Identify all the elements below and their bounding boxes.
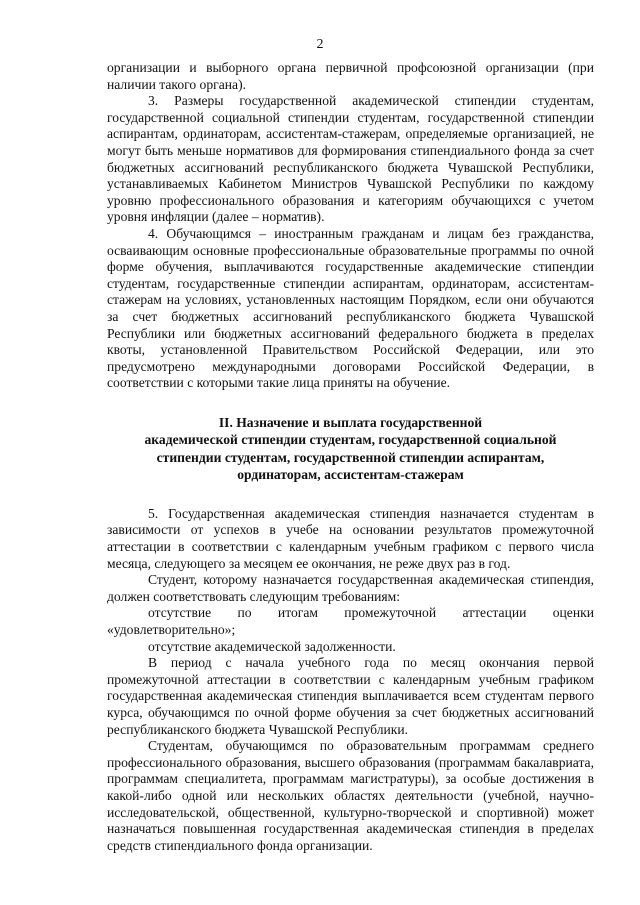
paragraph-5: 5. Государственная академическая стипендия назначается студентам в зависимости от успехов в учебе на основании результатов промежуточной аттестации в соответствии с календарным учебным графиком с первого числа месяца, следующего за месяцем ее окончания, не реже двух раз в год. <box>107 505 594 571</box>
paragraph-continuation: организации и выборного органа первичной профсоюзной организации (при наличии такого органа). <box>107 60 594 92</box>
page-number: 2 <box>316 37 324 52</box>
heading-line: академической стипендии студентам, государственной социальной <box>144 432 557 448</box>
heading-line: ординаторам, ассистентам-стажерам <box>237 467 464 483</box>
document-body <box>107 60 594 854</box>
heading-line: стипендии студентам, государственной стипендии аспирантам, <box>156 449 545 465</box>
paragraph-requirement-2: отсутствие академической задолженности. <box>148 638 396 654</box>
paragraph-first-year: В период с начала учебного года по месяц окончания первой промежуточной аттестации в соответствии с календарным учебным графиком государственная академическая стипендия выплачивается всем студентам первого курса, обучающимся по очной форме обучения за счет бюджетных ассигнований республиканского бюджета Чувашской Республики. <box>107 655 594 737</box>
paragraph-requirements: Студент, которому назначается государственная академическая стипендия, должен соответствовать следующим требованиям: <box>107 572 594 604</box>
paragraph-increased-stipend: Студентам, обучающимся по образовательным программам среднего профессионального образования, высшего образования (программам бакалавриата, программам специалитета, программам магистратуры), за особые достижения в какой-либо одной или нескольких областях деятельности (учебной, научно-исследовательской, общественной, культурно-творческой и спортивной) может назначаться повышенная государственная академическая стипендия в пределах средств стипендиального фонда организации. <box>107 738 594 853</box>
section-heading <box>107 414 594 484</box>
heading-line: II. Назначение и выплата государственной <box>218 414 483 430</box>
paragraph-3: 3. Размеры государственной академической стипендии студентам, государственной социальной стипендии студентам, государственной стипендии аспирантам, ординаторам, ассистентам-стажерам, определяемые организацией, не могут быть меньше нормативов для формирования стипендиального фонда за счет бюджетных ассигнований республиканского бюджета Чувашской Республики, устанавливаемых Кабинетом Министров Чувашской Республики по каждому уровню профессионального образования и категориям обучающихся с учетом уровня инфляции (далее – норматив). <box>107 93 594 225</box>
paragraph-requirement-1: отсутствие по итогам промежуточной аттестации оценки «удовлетворительно»; <box>107 605 594 638</box>
paragraph-4: 4. Обучающимся – иностранным гражданам и лицам без гражданства, осваивающим основные профессиональные образовательные программы по очной форме обучения, выплачиваются государственные академические стипендии студентам, государственные стипендии аспирантам, ординаторам, ассистентам-стажерам на условиях, установленных настоящим Порядком, если они обучаются за счет бюджетных ассигнований республиканского бюджета Чувашской Республики или бюджетных ассигнований федерального бюджета в пределах квоты, установленной Правительством Российской Федерации, или это предусмотрено международными договорами Российской Федерации, в соответствии с которыми такие лица приняты на обучение. <box>107 225 594 391</box>
